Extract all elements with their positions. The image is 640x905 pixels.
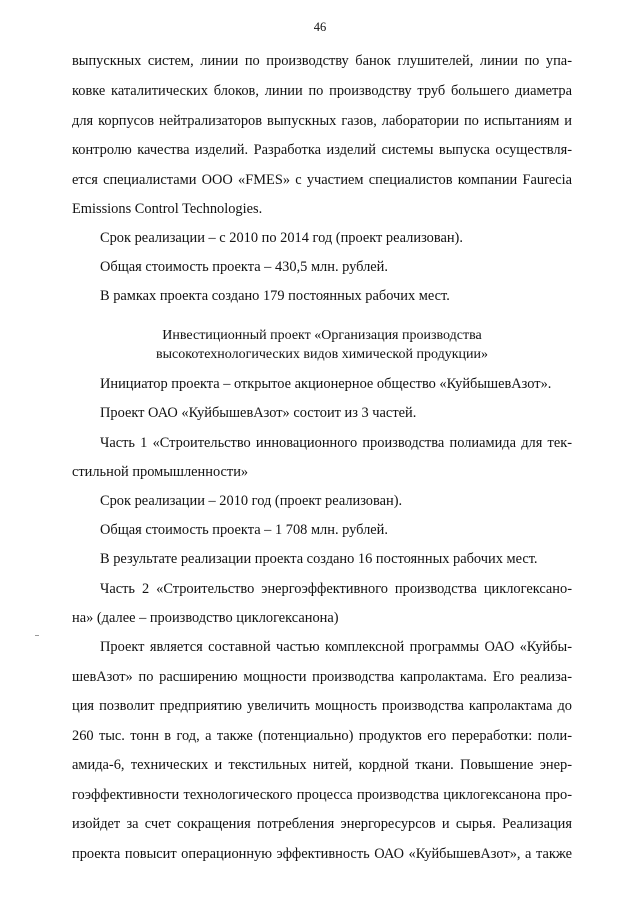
text-line: проекта повысит операционную эффективность ОАО «КуйбышевАзот», а также [72,846,572,862]
scan-mark [35,635,39,636]
text-line: Срок реализации – с 2010 по 2014 год (проект реализован). [100,230,463,246]
text-line: Инициатор проекта – открытое акционерное общество «КуйбышевАзот». [100,376,552,392]
text-line: амида-6, технических и текстильных нитей, кордной ткани. Повышение энер- [72,757,572,773]
text-line: контролю качества изделий. Разработка изделий системы выпуска осуществля- [72,142,572,158]
text-line: ция позволит предприятию увеличить мощность производства капролактама до [72,698,572,714]
text-line: Общая стоимость проекта – 430,5 млн. рублей. [100,259,388,275]
text-line: ется специалистами ООО «FMES» с участием специалистов компании Faurecia [72,172,572,188]
page-number: 46 [313,20,327,34]
text-line: для корпусов нейтрализаторов выпускных газов, лаборатории по испытаниям и [72,113,572,129]
text-line: на» (далее – производство циклогексанона) [72,610,339,626]
text-line: изойдет за счет сокращения потребления энергоресурсов и сырья. Реализация [72,816,572,832]
text-line: 260 тыс. тонн в год, а также (потенциально) продуктов его переработки: поли- [72,728,572,744]
section-heading: высокотехнологических видов химической продукции» [156,347,488,362]
text-line: шевАзот» по расширению мощности производства капролактама. Его реализа- [72,669,572,685]
text-line: Проект ОАО «КуйбышевАзот» состоит из 3 частей. [100,405,417,421]
text-line: ковке каталитических блоков, линии по производству труб большего диаметра [72,83,572,99]
text-line: Общая стоимость проекта – 1 708 млн. рублей. [100,522,388,538]
text-line: Проект является составной частью комплексной программы ОАО «Куйбы- [100,639,572,655]
text-line: В рамках проекта создано 179 постоянных рабочих мест. [100,288,450,304]
text-line: В результате реализации проекта создано 16 постоянных рабочих мест. [100,551,538,567]
text-line: Часть 1 «Строительство инновационного производства полиамида для тек- [100,435,572,451]
text-line: гоэффективности технологического процесса производства циклогексанона про- [72,787,572,803]
text-line: выпускных систем, линии по производству банок глушителей, линии по упа- [72,53,572,69]
text-line: стильной промышленности» [72,464,249,480]
text-line: Срок реализации – 2010 год (проект реализован). [100,493,403,509]
text-line: Emissions Control Technologies. [72,201,263,217]
section-heading: Инвестиционный проект «Организация производства [162,328,482,343]
text-line: Часть 2 «Строительство энергоэффективного производства циклогексано- [100,581,572,597]
